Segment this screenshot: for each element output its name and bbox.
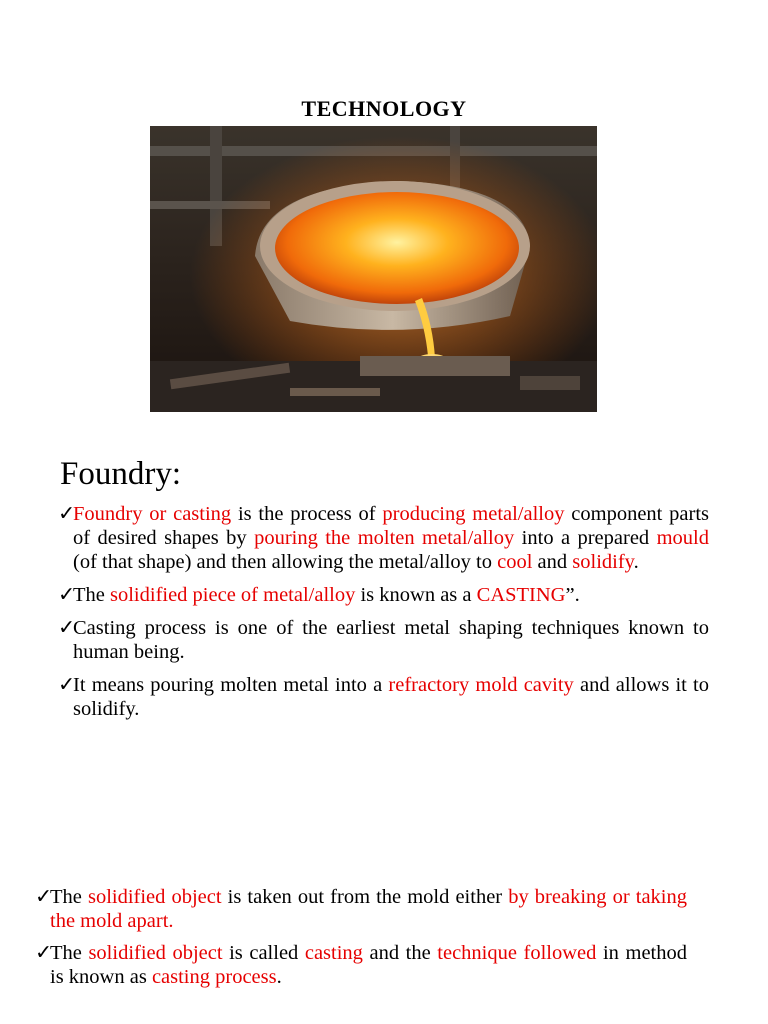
section-heading: Foundry: xyxy=(60,456,182,492)
body-text: into a prepared xyxy=(514,527,657,549)
body-text: The xyxy=(73,584,110,606)
body-text: . xyxy=(276,966,282,988)
body-text: (of that shape) and then allowing the metal/alloy to xyxy=(73,551,498,573)
body-text: is taken out from the mold either xyxy=(221,886,509,908)
highlighted-text: mould xyxy=(656,527,709,549)
bullet-item xyxy=(35,941,687,989)
body-text: in method is known as xyxy=(50,942,687,988)
bullet-item xyxy=(58,583,709,607)
body-text: The xyxy=(50,886,88,908)
bullet-item xyxy=(58,673,709,721)
highlighted-text: CASTING xyxy=(476,584,566,606)
bullet-list-bottom xyxy=(35,885,687,997)
molten-metal-ladle-illustration xyxy=(150,126,597,412)
checkmark-icon: ✓ xyxy=(35,942,53,964)
body-text: is known as a xyxy=(355,584,477,606)
body-text: is called xyxy=(222,942,305,964)
highlighted-text: producing metal/alloy xyxy=(382,503,565,525)
highlighted-text: pouring the molten metal/alloy xyxy=(254,527,515,549)
highlighted-text: technique followed xyxy=(437,942,597,964)
body-text: is the process of xyxy=(231,503,383,525)
body-text: It means pouring molten metal into a xyxy=(73,674,389,696)
checkmark-icon: ✓ xyxy=(58,674,76,696)
highlighted-text: casting xyxy=(304,942,363,964)
body-text: The xyxy=(50,942,89,964)
bullet-item xyxy=(35,885,687,933)
body-text: and xyxy=(532,551,573,573)
highlighted-text: casting process xyxy=(151,966,277,988)
body-text: . xyxy=(633,551,639,573)
molten-metal-photo xyxy=(150,126,597,412)
bullet-item xyxy=(58,502,709,574)
body-text: Casting process is one of the earliest metal shaping techniques known to human being. xyxy=(73,617,709,663)
highlighted-text: solidify xyxy=(572,551,634,573)
bullet-list-top xyxy=(58,502,709,730)
checkmark-icon: ✓ xyxy=(58,503,76,525)
bullet-item xyxy=(58,616,709,664)
highlighted-text: refractory mold cavity xyxy=(388,674,574,696)
checkmark-icon: ✓ xyxy=(58,584,76,606)
page-title: TECHNOLOGY xyxy=(301,96,467,121)
highlighted-text: solidified object xyxy=(88,942,223,964)
body-text: and allows it to solidify. xyxy=(73,674,709,720)
highlighted-text: cool xyxy=(497,551,533,573)
body-text: and the xyxy=(362,942,438,964)
highlighted-text: solidified object xyxy=(87,886,222,908)
checkmark-icon: ✓ xyxy=(35,886,53,908)
highlighted-text: by breaking or taking the mold apart. xyxy=(50,886,688,932)
body-text: component parts of desired shapes by xyxy=(73,503,709,549)
highlighted-text: solidified piece of metal/alloy xyxy=(110,584,356,606)
checkmark-icon: ✓ xyxy=(58,617,76,639)
body-text: ”. xyxy=(565,584,580,606)
highlighted-text: Foundry or casting xyxy=(73,503,232,525)
